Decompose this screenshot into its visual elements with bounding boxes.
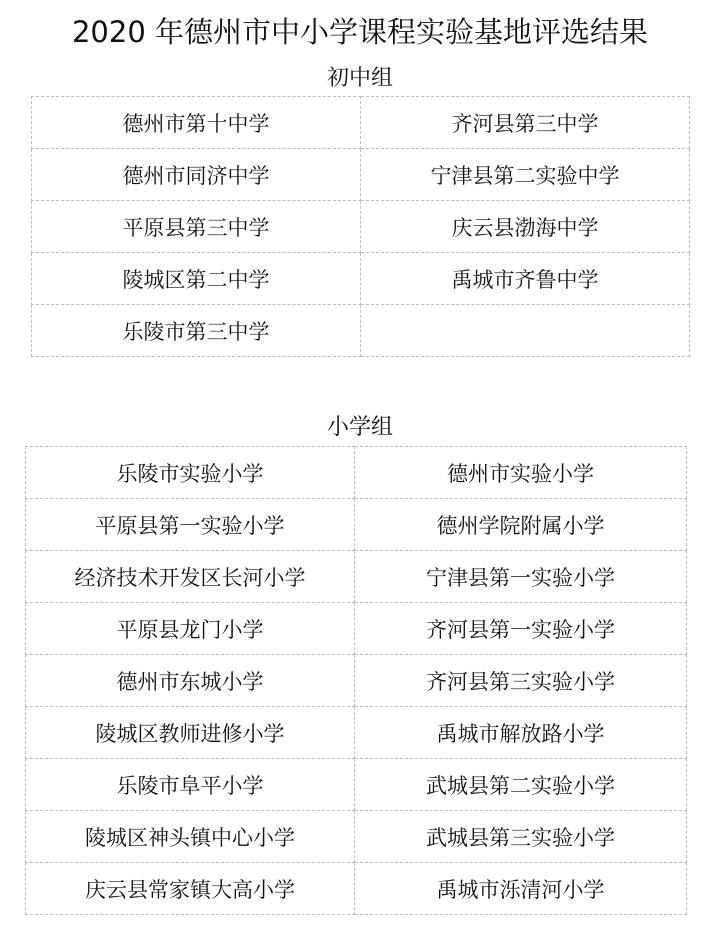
primary-section-heading: 小学组 — [326, 415, 393, 440]
school-cell: 德州市东城小学 — [26, 655, 355, 707]
table-row — [26, 447, 687, 499]
school-cell: 陵城区第二中学 — [32, 253, 361, 305]
school-cell: 齐河县第一实验小学 — [355, 603, 687, 655]
empty-cell — [361, 305, 690, 357]
junior-results-table — [31, 96, 690, 357]
table-row — [32, 97, 690, 149]
school-cell: 德州学院附属小学 — [355, 499, 687, 551]
school-cell: 乐陵市第三中学 — [32, 305, 361, 357]
school-cell: 经济技术开发区长河小学 — [26, 551, 355, 603]
table-row — [26, 811, 687, 863]
junior-section-heading: 初中组 — [326, 66, 393, 91]
school-cell: 平原县第一实验小学 — [26, 499, 355, 551]
school-cell: 禹城市齐鲁中学 — [361, 253, 690, 305]
school-cell: 庆云县渤海中学 — [361, 201, 690, 253]
school-cell: 武城县第二实验小学 — [355, 759, 687, 811]
school-cell: 武城县第三实验小学 — [355, 811, 687, 863]
school-cell: 庆云县常家镇大高小学 — [26, 863, 355, 915]
page-title: 2020 年德州市中小学课程实验基地评选结果 — [71, 15, 649, 49]
table-row — [32, 253, 690, 305]
table-row — [26, 759, 687, 811]
table-row — [26, 551, 687, 603]
school-cell: 陵城区教师进修小学 — [26, 707, 355, 759]
school-cell: 禹城市解放路小学 — [355, 707, 687, 759]
school-cell: 乐陵市阜平小学 — [26, 759, 355, 811]
school-cell: 乐陵市实验小学 — [26, 447, 355, 499]
primary-results-table — [25, 446, 687, 915]
table-row — [26, 603, 687, 655]
table-row — [26, 655, 687, 707]
table-row — [32, 305, 690, 357]
school-cell: 平原县龙门小学 — [26, 603, 355, 655]
school-cell: 德州市第十中学 — [32, 97, 361, 149]
school-cell: 齐河县第三中学 — [361, 97, 690, 149]
school-cell: 齐河县第三实验小学 — [355, 655, 687, 707]
school-cell: 德州市实验小学 — [355, 447, 687, 499]
school-cell: 德州市同济中学 — [32, 149, 361, 201]
table-row — [26, 863, 687, 915]
school-cell: 禹城市泺清河小学 — [355, 863, 687, 915]
table-row — [26, 707, 687, 759]
table-row — [26, 499, 687, 551]
table-row — [32, 201, 690, 253]
school-cell: 宁津县第一实验小学 — [355, 551, 687, 603]
school-cell: 宁津县第二实验中学 — [361, 149, 690, 201]
school-cell: 平原县第三中学 — [32, 201, 361, 253]
school-cell: 陵城区神头镇中心小学 — [26, 811, 355, 863]
table-row — [32, 149, 690, 201]
